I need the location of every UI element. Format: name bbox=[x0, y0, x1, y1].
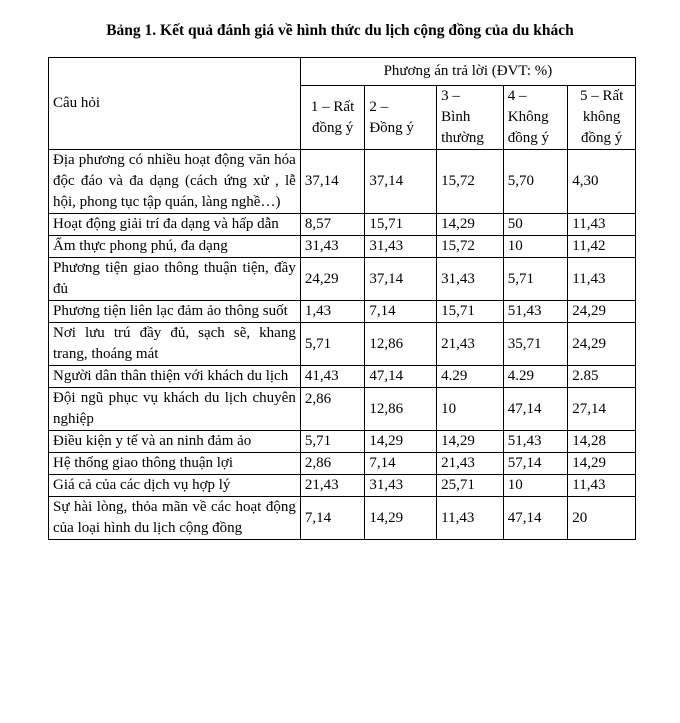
value-cell: 31,43 bbox=[300, 236, 365, 258]
option-header-line: 5 – Rất bbox=[579, 88, 624, 104]
value-cell: 2,86 bbox=[300, 453, 365, 475]
value-cell: 47,14 bbox=[503, 388, 568, 431]
value-cell: 51,43 bbox=[503, 301, 568, 323]
value-cell: 14,29 bbox=[568, 453, 636, 475]
value-cell: 31,43 bbox=[365, 475, 437, 497]
option-header-5 bbox=[568, 86, 636, 150]
value-cell: 15,72 bbox=[437, 236, 504, 258]
value-cell: 11,43 bbox=[437, 497, 504, 540]
question-cell: Đội ngũ phục vụ khách du lịch chuyên nghiệp bbox=[49, 388, 301, 431]
option-header-line: Không bbox=[507, 109, 549, 125]
value-cell: 5,71 bbox=[503, 258, 568, 301]
value-cell: 21,43 bbox=[300, 475, 365, 497]
value-cell: 27,14 bbox=[568, 388, 636, 431]
value-cell: 7,14 bbox=[365, 301, 437, 323]
answer-options-group-header: Phương án trả lời (ĐVT: %) bbox=[300, 58, 635, 86]
value-cell: 24,29 bbox=[300, 258, 365, 301]
table-row bbox=[49, 236, 636, 258]
value-cell: 11,43 bbox=[568, 258, 636, 301]
value-cell: 37,14 bbox=[365, 150, 437, 214]
value-cell: 50 bbox=[503, 214, 568, 236]
value-cell: 24,29 bbox=[568, 301, 636, 323]
value-cell: 31,43 bbox=[365, 236, 437, 258]
question-cell: Phương tiện giao thông thuận tiện, đầy đủ bbox=[49, 258, 301, 301]
option-header-line: 4 – bbox=[507, 88, 527, 104]
value-cell: 14,29 bbox=[437, 431, 504, 453]
question-cell: Sự hài lòng, thỏa mãn về các hoạt động của loại hình du lịch cộng đồng bbox=[49, 497, 301, 540]
value-cell: 5,70 bbox=[503, 150, 568, 214]
question-cell: Địa phương có nhiều hoạt động văn hóa độc đáo và đa dạng (cách ứng xử , lễ hội, phong tục tập quán, làng nghề…) bbox=[49, 150, 301, 214]
value-cell: 25,71 bbox=[437, 475, 504, 497]
value-cell: 1,43 bbox=[300, 301, 365, 323]
option-header-1 bbox=[300, 86, 365, 150]
option-header-line: 3 – bbox=[441, 88, 460, 104]
question-cell: Nơi lưu trú đầy đủ, sạch sẽ, khang trang, thoáng mát bbox=[49, 323, 301, 366]
option-header-line: 2 – bbox=[369, 98, 389, 115]
value-cell: 35,71 bbox=[503, 323, 568, 366]
option-header-line: đồng ý bbox=[581, 130, 623, 146]
table-row bbox=[49, 475, 636, 497]
value-cell: 2.85 bbox=[568, 366, 636, 388]
value-cell: 14,28 bbox=[568, 431, 636, 453]
table-row bbox=[49, 453, 636, 475]
value-cell: 20 bbox=[568, 497, 636, 540]
value-cell: 15,71 bbox=[365, 214, 437, 236]
value-cell: 51,43 bbox=[503, 431, 568, 453]
table-row bbox=[49, 388, 636, 431]
value-cell: 5,71 bbox=[300, 323, 365, 366]
value-cell: 2,86 bbox=[300, 388, 365, 431]
table-row bbox=[49, 431, 636, 453]
value-cell: 7,14 bbox=[365, 453, 437, 475]
question-cell: Hoạt động giải trí đa dạng và hấp dẫn bbox=[49, 214, 301, 236]
question-cell: Người dân thân thiện với khách du lịch bbox=[49, 366, 301, 388]
table-title: Bảng 1. Kết quả đánh giá về hình thức du lịch cộng đồng của du khách bbox=[106, 22, 574, 39]
table-row bbox=[49, 497, 636, 540]
table-row bbox=[49, 366, 636, 388]
value-cell: 14,29 bbox=[365, 431, 437, 453]
value-cell: 47,14 bbox=[503, 497, 568, 540]
value-cell: 37,14 bbox=[365, 258, 437, 301]
header-row-group bbox=[49, 58, 636, 86]
value-cell: 21,43 bbox=[437, 453, 504, 475]
value-cell: 8,57 bbox=[300, 214, 365, 236]
option-header-line: đồng ý bbox=[311, 119, 354, 136]
table-row bbox=[49, 301, 636, 323]
table-row bbox=[49, 150, 636, 214]
value-cell: 15,71 bbox=[437, 301, 504, 323]
value-cell: 21,43 bbox=[437, 323, 504, 366]
question-cell: Ẩm thực phong phú, đa dạng bbox=[49, 236, 301, 258]
value-cell: 14,29 bbox=[437, 214, 504, 236]
value-cell: 37,14 bbox=[300, 150, 365, 214]
value-cell: 11,43 bbox=[568, 475, 636, 497]
value-cell: 4,30 bbox=[568, 150, 636, 214]
question-column-header: Câu hỏi bbox=[49, 58, 301, 150]
question-cell: Phương tiện liên lạc đảm ảo thông suốt bbox=[49, 301, 301, 323]
table-row bbox=[49, 323, 636, 366]
option-header-line: đồng ý bbox=[507, 130, 549, 146]
value-cell: 57,14 bbox=[503, 453, 568, 475]
question-cell: Điều kiện y tế và an ninh đảm ảo bbox=[49, 431, 301, 453]
option-header-4 bbox=[503, 86, 568, 150]
value-cell: 24,29 bbox=[568, 323, 636, 366]
table-row bbox=[49, 214, 636, 236]
value-cell: 4.29 bbox=[437, 366, 504, 388]
question-cell: Hệ thống giao thông thuận lợi bbox=[49, 453, 301, 475]
value-cell: 11,42 bbox=[568, 236, 636, 258]
value-cell: 10 bbox=[437, 388, 504, 431]
value-cell: 10 bbox=[503, 236, 568, 258]
results-table bbox=[48, 57, 636, 540]
option-header-3 bbox=[437, 86, 504, 150]
question-cell: Giá cả của các dịch vụ hợp lý bbox=[49, 475, 301, 497]
value-cell: 10 bbox=[503, 475, 568, 497]
option-header-line: Đồng ý bbox=[369, 119, 414, 136]
option-header-2 bbox=[365, 86, 437, 150]
value-cell: 14,29 bbox=[365, 497, 437, 540]
value-cell: 31,43 bbox=[437, 258, 504, 301]
value-cell: 11,43 bbox=[568, 214, 636, 236]
option-header-line: Bình bbox=[441, 109, 471, 125]
table-row bbox=[49, 258, 636, 301]
value-cell: 12,86 bbox=[365, 323, 437, 366]
value-cell: 5,71 bbox=[300, 431, 365, 453]
value-cell: 47,14 bbox=[365, 366, 437, 388]
option-header-line: thường bbox=[441, 130, 484, 146]
option-header-line: không bbox=[582, 109, 621, 125]
value-cell: 41,43 bbox=[300, 366, 365, 388]
value-cell: 12,86 bbox=[365, 388, 437, 431]
value-cell: 4.29 bbox=[503, 366, 568, 388]
option-header-line: 1 – Rất bbox=[310, 98, 355, 115]
value-cell: 7,14 bbox=[300, 497, 365, 540]
value-cell: 15,72 bbox=[437, 150, 504, 214]
